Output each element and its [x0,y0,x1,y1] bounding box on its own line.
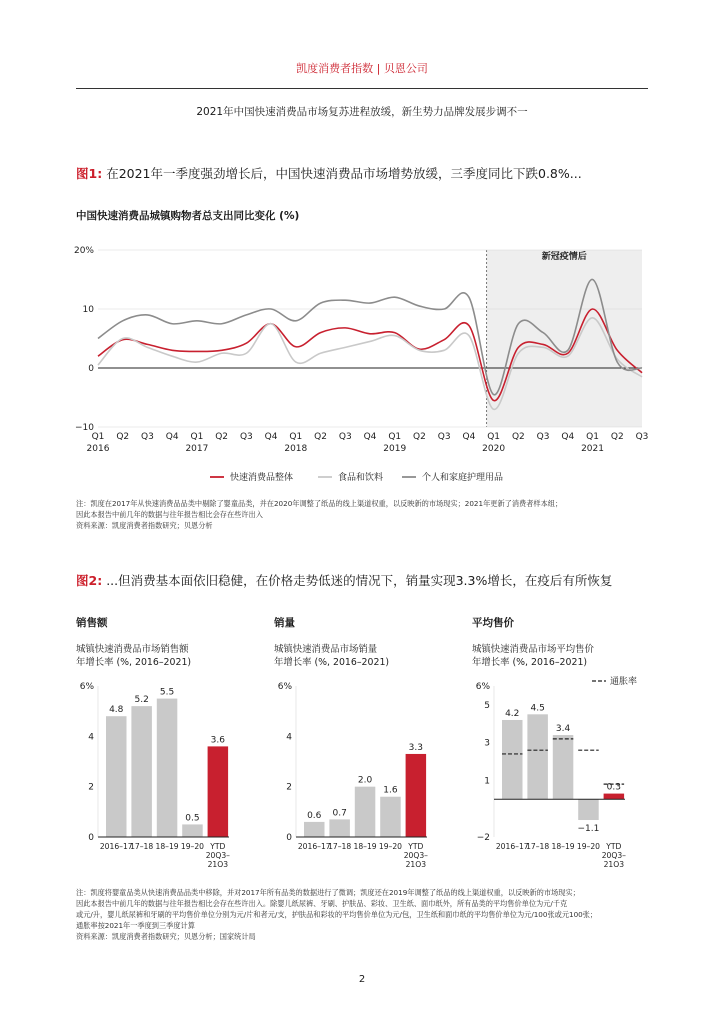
y-tick-label: 0 [88,364,94,374]
y-tick-label: 20% [73,246,94,256]
x-year-label: 2021 [581,444,604,454]
shaded-region-label: 新冠疫情后 [541,252,587,262]
data-label: 1.6 [383,785,398,796]
panel-sales-title: 销售额 [76,617,108,629]
panel-volume-subtitle-2: 年增长率 (%, 2016–2021) [274,657,390,668]
panel-price-title: 平均售价 [472,617,514,629]
x-tick-label: Q3 [338,432,352,442]
figure2-heading [76,571,612,589]
category-label: 18–19 [551,842,575,851]
x-tick-label: Q4 [561,432,575,442]
category-label: YTD [606,842,622,851]
category-label: 18–19 [353,842,377,851]
x-tick-label: Q1 [190,432,204,442]
header-brand: 凯度消费者指数 | 贝恩公司 [296,62,428,75]
bar [182,824,203,837]
category-label: 18–19 [155,842,179,851]
panel-volume-subtitle [274,643,389,669]
bar [329,819,350,837]
x-tick-label: Q2 [511,432,525,442]
x-tick-label: Q3 [437,432,451,442]
category-label: 2016–17 [495,842,529,851]
figure2-number: 图2: [76,573,103,588]
y-tick-label: 2 [286,782,292,793]
x-tick-label: Q1 [388,432,402,442]
category-label: 21Q3 [207,860,229,867]
category-label: YTD [408,842,424,851]
y-tick-label: 6% [79,682,94,692]
report-subtitle: 2021年中国快速消费品市场复苏进程放缓，新生势力品牌发展步调不一 [196,106,528,118]
bar [553,735,574,799]
panel-price-subtitle-1: 城镇快速消费品市场平均售价 [472,644,594,655]
category-label: 17–18 [328,842,352,851]
figure1-heading [76,164,582,182]
data-label: 2.0 [357,775,373,786]
category-label: 19–20 [378,842,403,851]
figure2-note-5: 资料来源：凯度消费者指数研究；贝恩分析；国家统计局 [76,932,256,941]
x-tick-label: Q4 [264,432,278,442]
panel-sales-subtitle-1: 城镇快速消费品市场销售额 [76,644,189,655]
y-tick-label: 2 [88,782,94,793]
data-label: 0.3 [606,782,622,793]
x-tick-label: Q3 [239,432,253,442]
panel-volume-subtitle-1: 城镇快速消费品市场销量 [274,644,378,655]
legend-label-inflation: 通胀率 [610,677,638,687]
data-label: 4.5 [530,703,545,714]
y-tick-label: 6% [475,682,490,692]
data-label: 3.6 [210,735,226,746]
bar-chart-volume [268,672,458,867]
figure1-note-3: 资料来源：凯度消费者指数研究；贝恩分析 [76,521,213,530]
x-year-label: 2019 [383,444,407,454]
x-year-label: 2017 [185,444,209,454]
bar [304,822,325,837]
page-number: 2 [358,974,366,985]
bar [502,720,523,799]
category-label: YTD [210,842,226,851]
category-label: 2016–17 [297,842,331,851]
bar [380,797,401,837]
data-label: 0.5 [185,813,200,824]
data-label: −1.1 [577,824,600,835]
bar [604,794,625,800]
figure2-note-3: 或元/升，婴儿纸尿裤和牙刷的平均售价单位分别为元/片和者元/支，护肤品和彩妆的平均售价单位为元/包，卫生纸和面巾纸的平均售价单位为元/100张或元100张； [76,910,598,919]
x-tick-label: Q1 [91,432,105,442]
x-tick-label: Q2 [314,432,327,442]
bar [527,714,548,799]
data-label: 3.3 [408,742,424,753]
bar [106,716,127,837]
data-label: 0.6 [307,810,322,821]
header-divider [76,88,648,89]
category-label: 19–20 [576,842,601,851]
bar [578,799,599,820]
y-tick-label: 6% [277,682,292,692]
figure2-note-1: 注：凯度将婴童品类从快速消费品品类中移除，并对2017年所有品类的数据进行了微调；凯度还在2019年调整了纸品的线上渠道权重，以反映新的市场现实； [76,888,580,897]
shaded-region [487,250,642,427]
x-tick-label: Q2 [610,432,624,442]
data-label: 5.2 [134,695,149,706]
category-label: 20Q3– [205,851,230,860]
x-tick-label: Q3 [635,432,649,442]
bar [131,706,152,837]
category-label: 20Q3– [601,851,626,860]
y-tick-label: 3 [484,738,490,749]
category-label: 2016–17 [99,842,133,851]
panel-price-subtitle-2: 年增长率 (%, 2016–2021) [472,657,588,668]
data-label: 5.5 [159,687,175,698]
category-label: 21Q3 [603,860,625,867]
data-label: 4.8 [109,705,124,716]
bar [355,787,376,837]
y-tick-label: 10 [82,305,94,315]
legend-label-2: 食品和饮料 [338,473,384,483]
figure1-note-1: 注：凯度在2017年从快速消费品品类中剔除了婴童品类，并在2020年调整了纸品的线上渠道权重，以反映新的市场现实；2021年更新了消费者样本组； [76,499,563,508]
figure1-number: 图1: [76,166,103,181]
data-label: 3.4 [555,724,571,735]
x-tick-label: Q1 [289,432,303,442]
figure1-title: 在2021年一季度强劲增长后，中国快速消费品市场增势放缓，三季度同比下跌0.8%... [106,166,582,181]
panel-price-subtitle [472,643,594,669]
x-year-label: 2020 [482,444,506,454]
y-tick-label: −10 [75,423,94,433]
figure2-title: ...但消费基本面依旧稳健，在价格走势低迷的情况下，销量实现3.3%增长，在疫后有所恢复 [106,573,613,588]
category-label: 21Q3 [405,860,427,867]
bar-chart-sales [70,672,260,867]
y-tick-label: 0 [88,833,94,843]
data-label: 4.2 [505,708,520,719]
panel-volume-title: 销量 [274,617,295,629]
x-tick-label: Q1 [487,432,501,442]
x-year-label: 2016 [86,444,110,454]
figure2-note-2: 因此本报告中前几年的数据与往年报告相比会存在些许出入。除婴儿纸尿裤、牙刷、护肤品、彩妆、卫生纸、面巾纸外，所有品类的平均售价单位为元/千克 [76,899,568,908]
line-chart-title: 中国快速消费品城镇购物者总支出同比变化 (%) [76,210,300,222]
figure1-note-2: 因此本报告中前几年的数据与往年报告相比会存在些许出入 [76,510,263,519]
x-tick-label: Q2 [413,432,426,442]
x-tick-label: Q4 [363,432,377,442]
figure1-notes [76,498,676,531]
y-tick-label: 4 [286,732,292,743]
y-tick-label: 0 [286,833,292,843]
x-tick-label: Q2 [215,432,229,442]
x-tick-label: Q2 [116,432,130,442]
y-tick-label: 4 [88,732,94,743]
figure2-note-4: 通胀率按2021年一季度到三季度计算 [76,921,195,930]
bar [406,754,427,837]
bar [157,699,178,837]
x-tick-label: Q3 [141,432,154,442]
legend-label-1: 快速消费品整体 [230,473,294,483]
figure2-notes [76,887,676,942]
bar [208,746,229,837]
y-tick-label: −2 [476,833,490,843]
x-year-label: 2018 [284,444,308,454]
bar-chart-price [466,672,656,867]
x-tick-label: Q4 [165,432,179,442]
category-label: 17–18 [130,842,154,851]
y-tick-label: 1 [484,776,490,787]
panel-sales-subtitle-2: 年增长率 (%, 2016–2021) [76,657,192,668]
x-tick-label: Q4 [462,432,476,442]
y-tick-label: 5 [484,700,490,711]
category-label: 20Q3– [403,851,428,860]
legend-label-3: 个人和家庭护理用品 [422,473,504,483]
panel-sales-subtitle [76,643,191,669]
category-label: 17–18 [526,842,550,851]
x-tick-label: Q1 [586,432,599,442]
data-label: 0.7 [332,808,347,819]
category-label: 19–20 [180,842,205,851]
line-chart [70,236,650,496]
x-tick-label: Q3 [536,432,550,442]
